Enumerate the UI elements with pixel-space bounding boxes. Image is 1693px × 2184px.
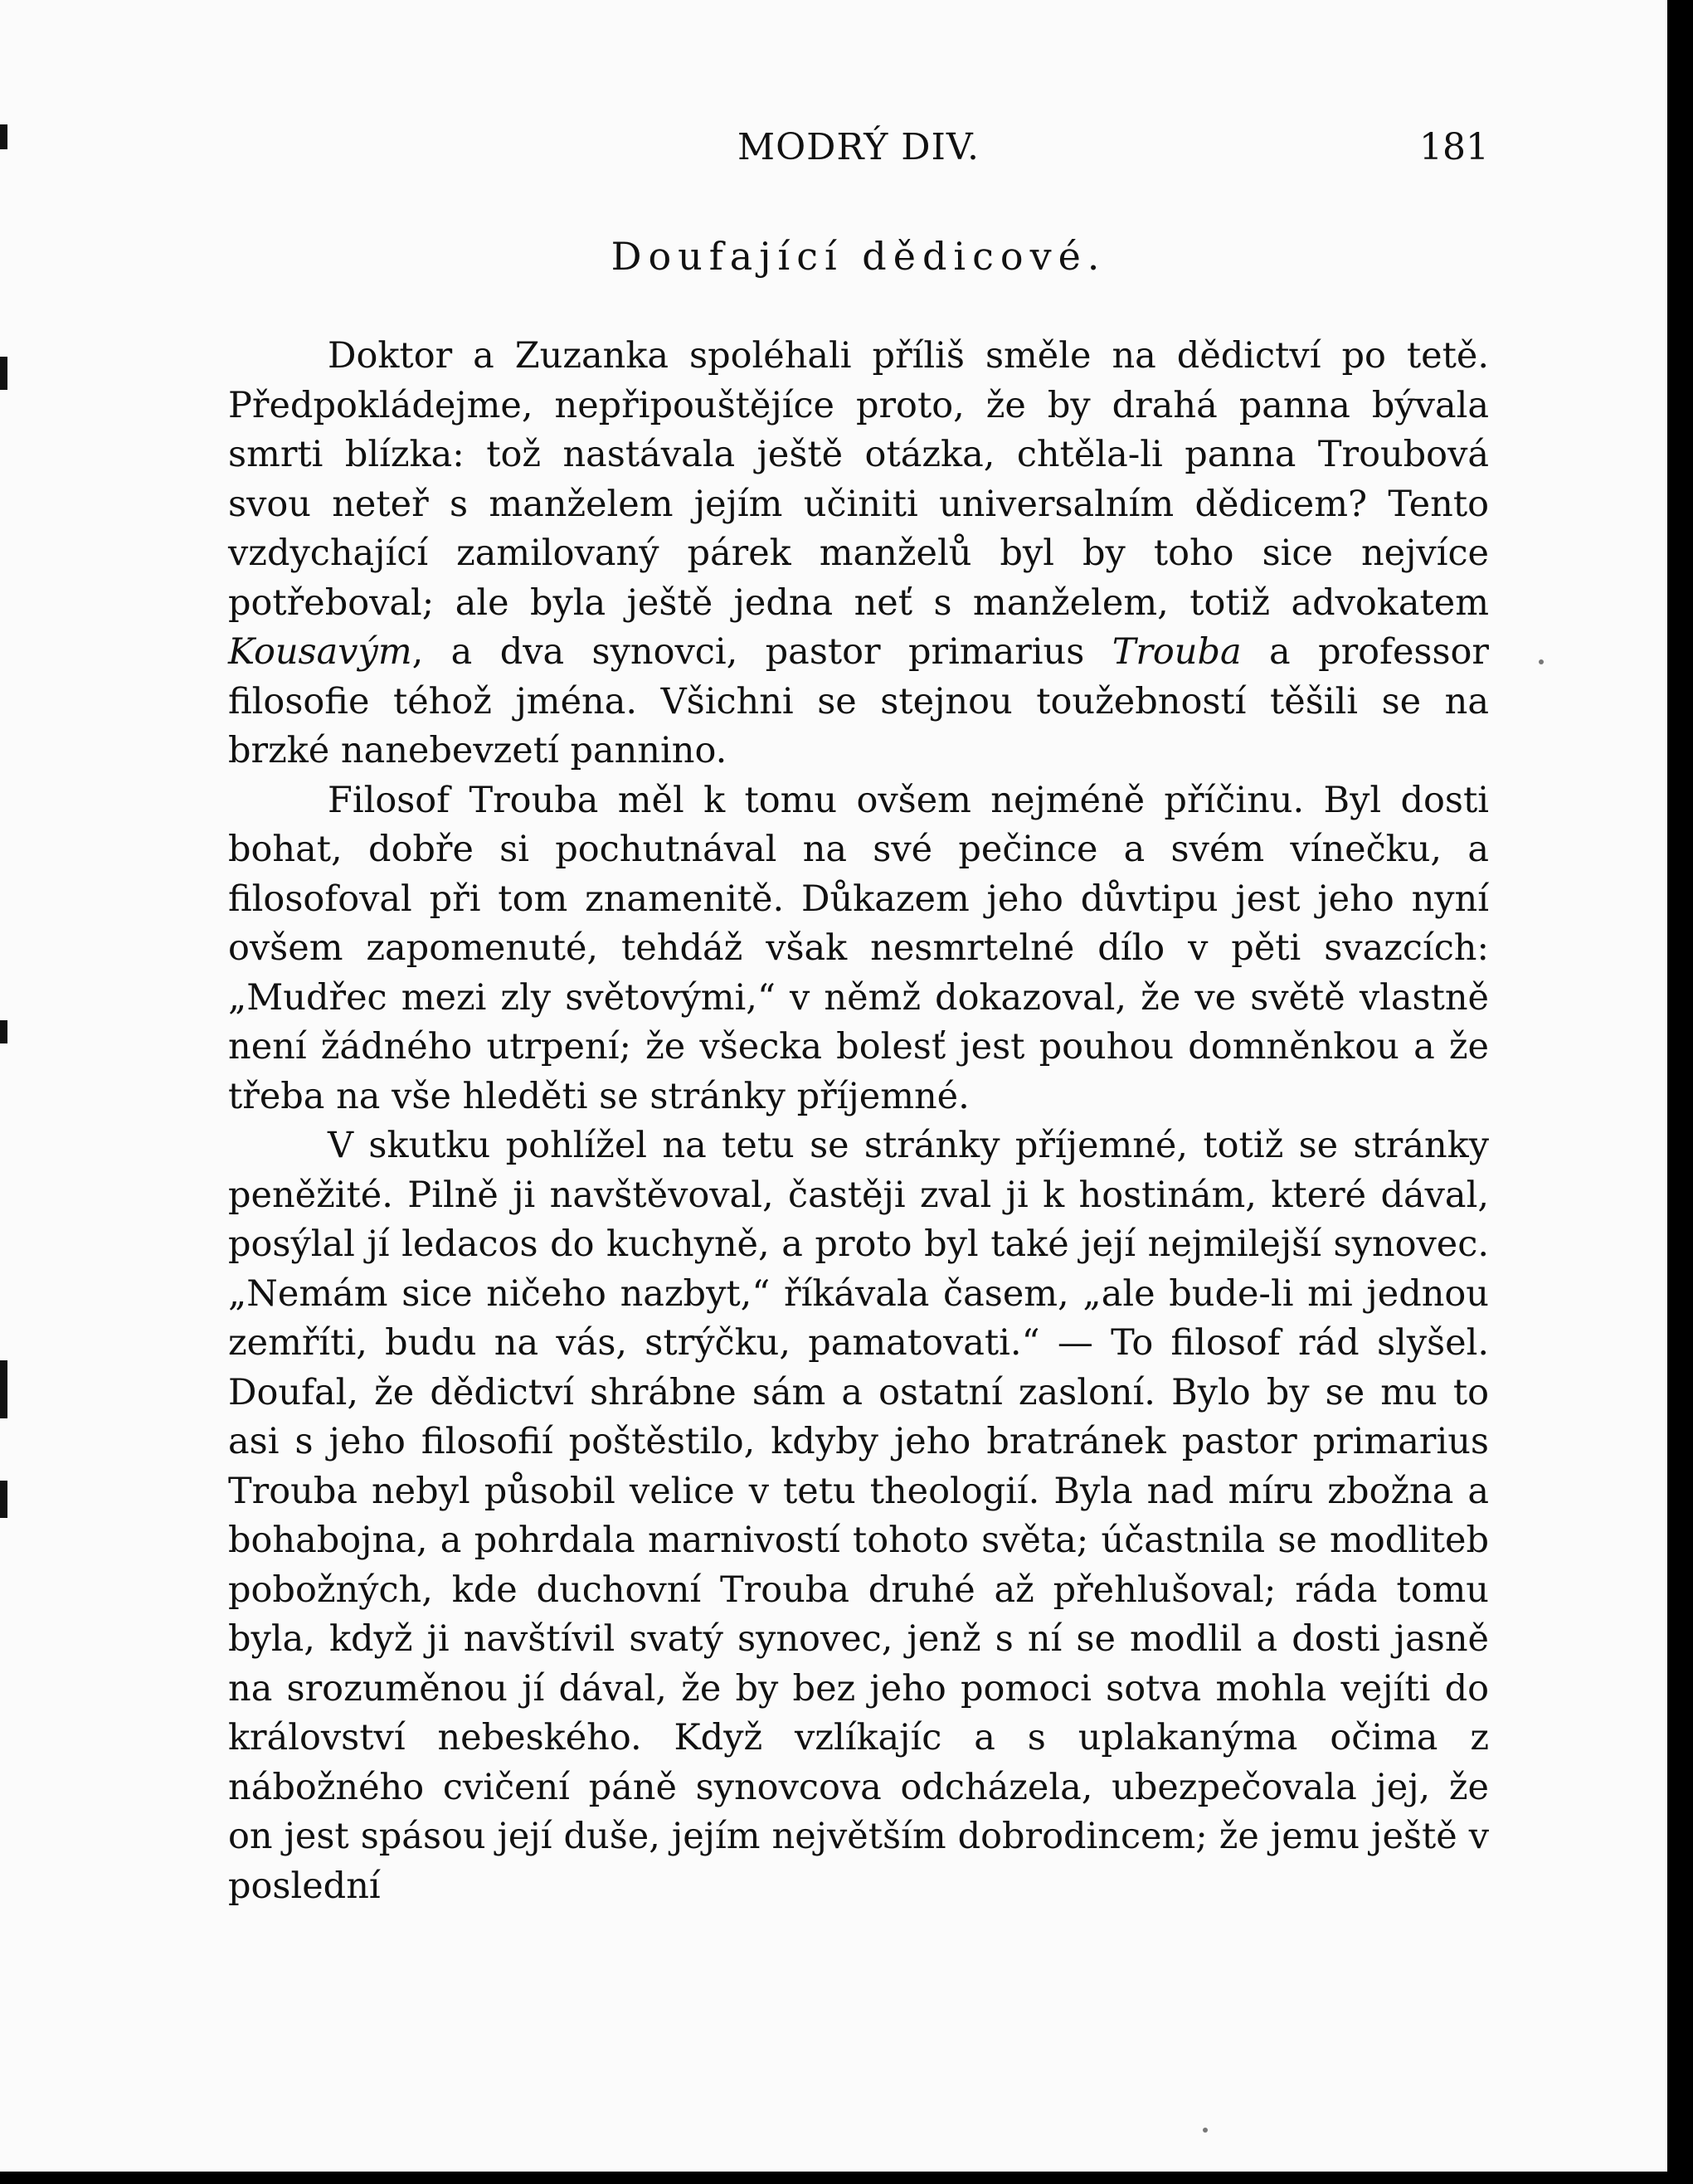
body-text	[228, 332, 1489, 1911]
section-title: Doufající dědicové.	[611, 234, 1107, 279]
paragraph-3: V skutku pohlížel na tetu se stránky příjemné, totiž se stránky peněžité. Pilně ji navštěvoval, častěji zval ji k hostinám, které dával, posýlal jí ledacos do kuchyně, a proto byl také její nejmilejší synovec. „Nemám sice ničeho nazbyt,“ říkávala časem, „ale bude-li mi jednou zemříti, budu na vás, strýčku, pamatovati.“ — To filosof rád slyšel. Doufal, že dědictví shrábne sám a ostatní zasloní. Bylo by se mu to asi s jeho filosofií poštěstilo, kdyby jeho bratránek pastor primarius Trouba nebyl působil velice v tetu theologií. Byla nad míru zbožna a bohabojna, a pohrdala marnivostí tohoto světa; účastnila se modliteb pobožných, kde duchovní Trouba druhé až přehlušoval; ráda tomu byla, když ji navštívil svatý synovec, jenž s ní se modlil a dosti jasně na srozuměnou jí dával, že by bez jeho pomoci sotva mohla vejíti do království nebeského. Když vzlíkajíc a s uplakanýma očima z nábožného cvičení páně synovcova odcházela, ubezpečovala jej, že on jest spásou její duše, jejím největším dobrodincem; že jemu ještě v poslední	[228, 1125, 1489, 1907]
name-kousavy: Kousavým	[228, 631, 412, 673]
paragraph-2: Filosof Trouba měl k tomu ovšem nejméně příčinu. Byl dosti bohat, dobře si pochutnával na své pečince a svém vínečku, a filosofoval při tom znamenitě. Důkazem jeho důvtipu jest jeho nyní ovšem zapomenuté, tehdáž však nesmrtelné dílo v pěti svazcích: „Mudřec mezi zly světovými,“ v němž dokazoval, že ve světě vlastně není žádného utrpení; že všecka bolesť jest pouhou domněnkou a že třeba na vše hleděti se stránky příjemné.	[228, 779, 1489, 1117]
scan-speck	[1203, 2128, 1208, 2133]
paragraph-1: Doktor a Zuzanka spoléhali příliš směle na dědictví po tetě. Předpokládejme, nepřipouštějíce proto, že by drahá panna bývala smrti blízka: tož nastávala ještě otázka, chtěla-li panna Troubová svou neteř s manželem jejím učiniti universalním dědicem? Tento vzdychající zamilovaný párek manželů byl by toho sice nejvíce potřeboval; ale byla ještě jedna neť s manželem, totiž advokatem Kousavým, a dva synovci, pastor primarius Trouba a professor filosofie téhož jména. Všichni se stejnou toužebností těšili se na brzké nanebevzetí pannino.	[228, 335, 1489, 771]
running-title: MODRÝ DIV.	[737, 126, 980, 168]
name-trouba: Trouba	[1112, 631, 1242, 673]
page-header	[228, 126, 1489, 176]
scan-speck	[1539, 659, 1544, 664]
page-number: 181	[1419, 126, 1489, 168]
